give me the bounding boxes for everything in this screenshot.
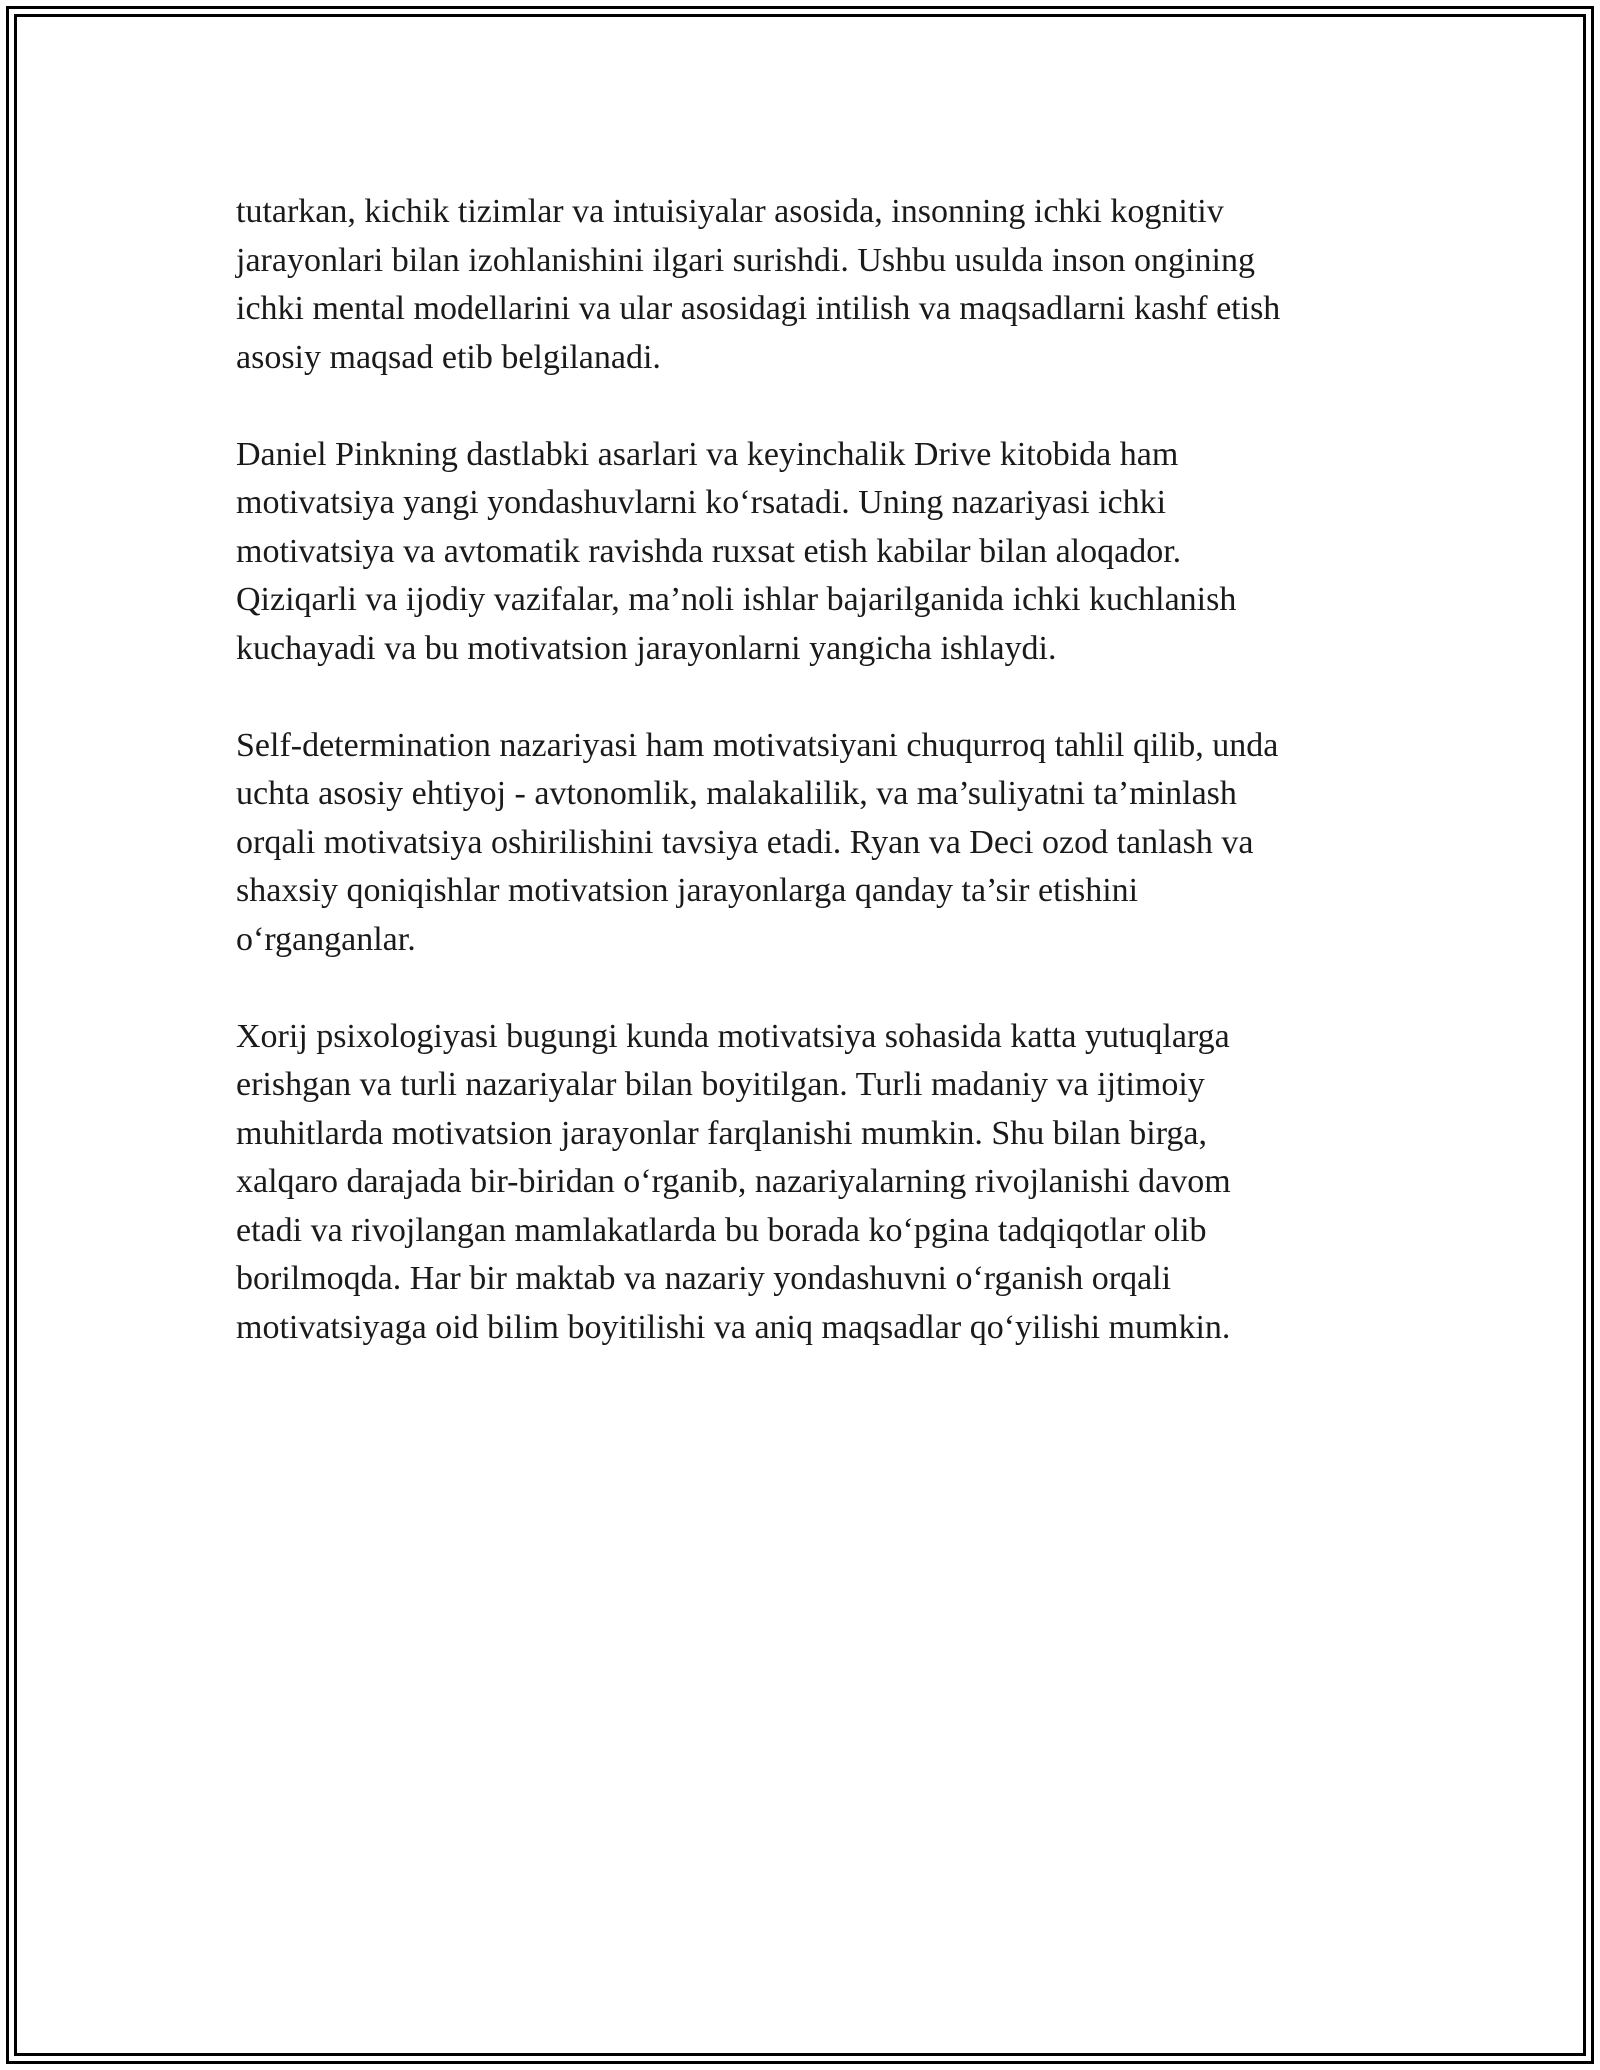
paragraph-2: Daniel Pinkning dastlabki asarlari va keyinchalik Drive kitobida ham motivatsiya yangi yondashuvlarni ko‘rsatadi. Uning nazariyasi ichki motivatsiya va avtomatik ravishda ruxsat etish kabilar bilan aloqador. Qiziqarli va ijodiy vazifalar, ma’noli ishlar bajarilganida ichki kuchlanish kuchayadi va bu motivatsion jarayonlarni yangicha ishlaydi. — [236, 435, 1237, 667]
paragraph-4: Xorij psixologiyasi bugungi kunda motivatsiya sohasida katta yutuqlarga erishgan va turli nazariyalar bilan boyitilgan. Turli madaniy va ijtimoiy muhitlarda motivatsion jarayonlar farqlanishi mumkin. Shu bilan birga, xalqaro darajada bir-biridan o‘rganib, nazariyalarning rivojlanishi davom etadi va rivojlangan mamlakatlarda bu borada ko‘pgina tadqiqotlar olib borilmoqda. Har bir maktab va nazariy yondashuvni o‘rganish orqali motivatsiyaga oid bilim boyitilishi va aniq maqsadlar qo‘yilishi mumkin. — [236, 1017, 1231, 1346]
document-body — [236, 188, 1396, 1401]
paragraph-3: Self-determination nazariyasi ham motivatsiyani chuqurroq tahlil qilib, unda uchta asosiy ehtiyoj - avtonomlik, malakalilik, va ma’suliyatni ta’minlash orqali motivatsiya oshirilishini tavsiya etadi. Ryan va Deci ozod tanlash va shaxsiy qoniqishlar motivatsion jarayonlarga qanday ta’sir etishini o‘rganganlar. — [236, 726, 1279, 958]
paragraph-1: tutarkan, kichik tizimlar va intuisiyalar asosida, insonning ichki kognitiv jarayonlari bilan izohlanishini ilgari surishdi. Ushbu usulda inson ongining ichki mental modellarini va ular asosidagi intilish va maqsadlarni kashf etish asosiy maqsad etib belgilanadi. — [236, 193, 1281, 376]
